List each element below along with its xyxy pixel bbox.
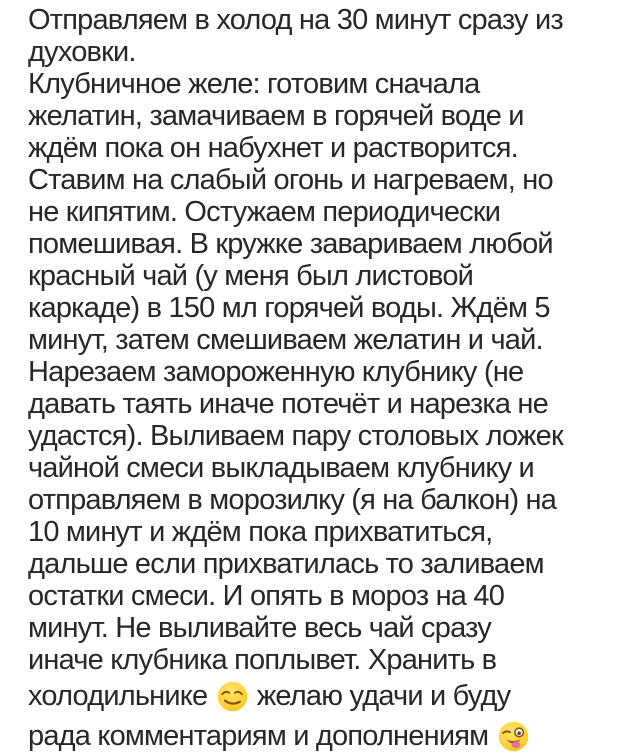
- text-line: [28, 36, 634, 68]
- text-line: [28, 516, 634, 548]
- text-segment: духовки.: [28, 36, 136, 68]
- text-segment: красный чай (у меня был листовой: [28, 260, 474, 292]
- text-segment: холодильнике: [28, 680, 215, 712]
- text-segment: каркаде) в 150 мл горячей воды. Ждём 5: [28, 292, 550, 324]
- text-line: [28, 612, 634, 644]
- text-segment: минут, затем смешиваем желатин и чай.: [28, 324, 543, 356]
- text-line: [28, 452, 634, 484]
- text-segment: дальше если прихватилась то заливаем: [28, 548, 544, 580]
- text-line: [28, 716, 634, 756]
- text-segment: остатки смеси. И опять в мороз на 40: [28, 580, 505, 612]
- text-segment: Клубничное желе: готовим сначала: [28, 68, 480, 100]
- text-line: [28, 548, 634, 580]
- text-segment: отправляем в морозилку (я на балкон) на: [28, 484, 557, 516]
- text-line: [28, 356, 634, 388]
- text-line: [28, 484, 634, 516]
- text-line: [28, 196, 634, 228]
- text-line: [28, 68, 634, 100]
- text-line: [28, 580, 634, 612]
- text-line: [28, 292, 634, 324]
- text-segment: минут. Не выливайте весь чай сразу: [28, 612, 491, 644]
- text-segment: ждём пока он набухнет и растворится.: [28, 132, 518, 164]
- text-line: [28, 420, 634, 452]
- text-segment: удастся). Выливаем пару столовых ложек: [28, 420, 563, 452]
- text-segment: помешивая. В кружке завариваем любой: [28, 228, 553, 260]
- text-line: [28, 324, 634, 356]
- text-line: [28, 228, 634, 260]
- text-segment: не кипятим. Остужаем периодически: [28, 196, 501, 228]
- text-segment: Отправляем в холод на 30 минут сразу из: [28, 4, 563, 36]
- text-line: [28, 4, 634, 36]
- winking-face-with-tongue-emoji-icon: [498, 721, 529, 752]
- text-segment: Нарезаем замороженную клубнику (не: [28, 356, 524, 388]
- text-line: [28, 100, 634, 132]
- text-segment: давать таять иначе потечёт и нарезка не: [28, 388, 548, 420]
- text-segment: 10 минут и ждём пока прихватиться,: [28, 516, 493, 548]
- text-segment: иначе клубника поплывет. Хранить в: [28, 644, 497, 676]
- text-line: [28, 164, 634, 196]
- smirking-face-emoji-icon: [217, 681, 248, 712]
- text-segment: Ставим на слабый огонь и нагреваем, но: [28, 164, 553, 196]
- text-line: [28, 260, 634, 292]
- text-line: [28, 676, 634, 716]
- text-segment: желаю удачи и буду: [249, 680, 511, 712]
- text-line: [28, 132, 634, 164]
- text-segment: рада комментариям и дополнениям: [28, 720, 496, 752]
- text-segment: желатин, замачиваем в горячей воде и: [28, 100, 524, 132]
- text-segment: чайной смеси выкладываем клубнику и: [28, 452, 534, 484]
- text-line: [28, 644, 634, 676]
- text-line: [28, 388, 634, 420]
